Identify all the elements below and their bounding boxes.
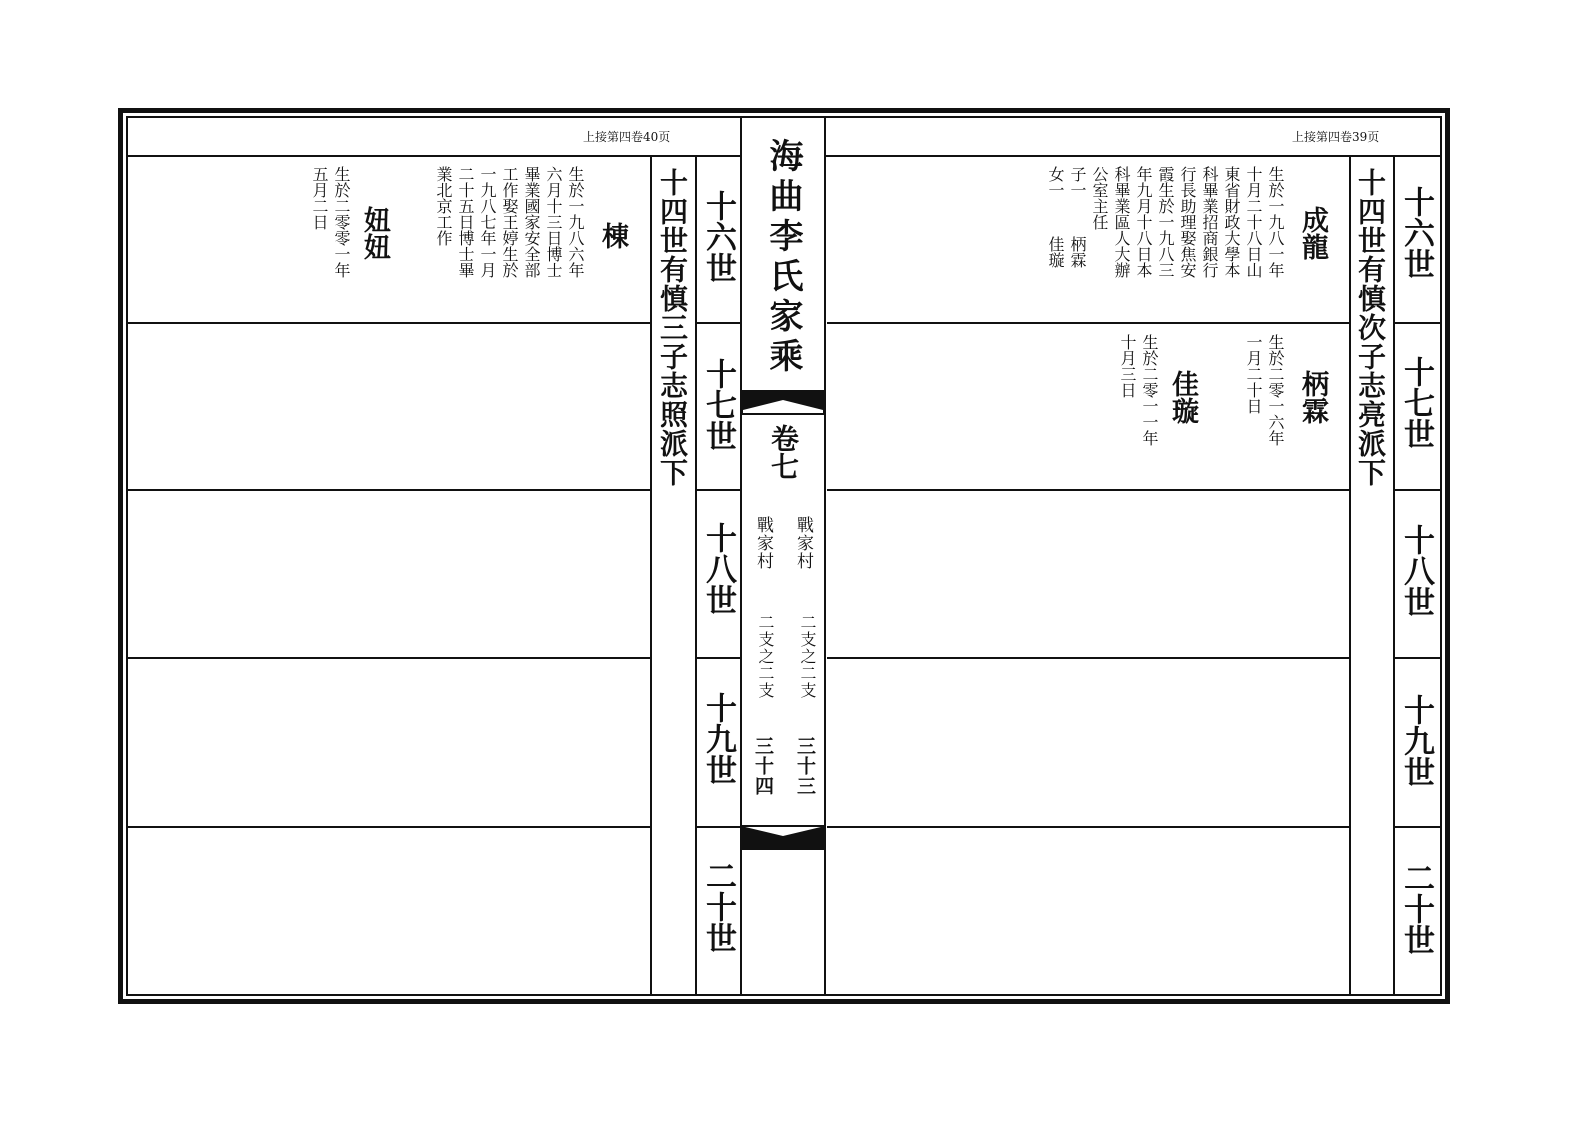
right-gen-16: 十六世 [1398, 186, 1434, 279]
bio-line: 科畢業招商銀行 [1200, 166, 1219, 278]
left-gen-17: 十七世 [700, 358, 736, 451]
page-number-col-1: 三十三 [794, 736, 816, 796]
bio-line: 十月三日 [1118, 334, 1137, 398]
bio-line: 生於二零一六年 [1266, 334, 1285, 446]
left-gen-line-4 [696, 826, 740, 828]
bio-line: 十月二十八日山 [1244, 166, 1263, 278]
bio-line: 六月十三日博士 [544, 166, 563, 278]
bio-line: 畢業國家安全部 [522, 166, 541, 278]
left-gen-divider [695, 156, 697, 994]
bio-line: 霞生於一九八三 [1156, 166, 1175, 278]
bio-line: 一月二十日 [1244, 334, 1263, 414]
right-branch-divider [1349, 156, 1351, 994]
right-gen-line-3 [1394, 657, 1440, 659]
right-gen-20: 二十世 [1398, 862, 1434, 955]
header-divider-right [826, 155, 1440, 157]
person-bio-jiaxuan [1110, 334, 1160, 484]
person-name-chenglong: 成龍 [1297, 206, 1328, 260]
bio-line: 生於二零一一年 [1140, 334, 1159, 446]
bio-line: 業北京工作 [434, 166, 453, 246]
header-divider-left [127, 155, 741, 157]
left-gen-line-3 [696, 657, 740, 659]
bio-line: 一九八七年一月 [478, 166, 497, 278]
village-col-2: 戰家村 [753, 516, 773, 570]
bio-line: 女一 佳璇 [1046, 166, 1065, 268]
bio-line: 年九月十八日本 [1134, 166, 1153, 278]
village-col-1: 戰家村 [793, 516, 813, 570]
right-branch-title: 十四世有慎次子志亮派下 [1354, 168, 1387, 487]
right-row-line-4 [827, 826, 1349, 828]
right-gen-line-4 [1394, 826, 1440, 828]
person-name-binglin: 柄霖 [1297, 370, 1328, 424]
right-gen-line-2 [1394, 489, 1440, 491]
book-title: 海曲李氏家乘 [763, 138, 803, 378]
person-bio-chenglong [1030, 166, 1286, 316]
left-gen-19: 十九世 [700, 692, 736, 785]
person-bio-dong [426, 166, 586, 316]
left-branch-title: 十四世有慎三子志照派下 [656, 168, 689, 487]
bio-line: 行長助理娶焦安 [1178, 166, 1197, 278]
left-row-line-1 [127, 322, 650, 324]
left-row-line-4 [127, 826, 650, 828]
page-ref-left: 上接第四卷40页 [583, 130, 671, 144]
person-name-niuniu: 妞妞 [359, 206, 390, 260]
bio-line: 五月二日 [310, 166, 329, 230]
branch-col-1: 二支之二支 [798, 614, 817, 699]
left-row-line-3 [127, 657, 650, 659]
person-bio-niuniu [302, 166, 352, 316]
page-number-col-2: 三十四 [752, 736, 774, 796]
right-gen-19: 十九世 [1398, 694, 1434, 787]
bio-line: 東省財政大學本 [1222, 166, 1241, 278]
bio-line: 科畢業區人大辦 [1112, 166, 1131, 278]
branch-col-2: 二支之二支 [756, 614, 775, 699]
bio-line: 生於一九八一年 [1266, 166, 1285, 278]
left-gen-line-1 [696, 322, 740, 324]
bio-line: 公室主任 [1090, 166, 1109, 230]
right-row-line-2 [827, 489, 1349, 491]
left-gen-16: 十六世 [700, 190, 736, 283]
left-branch-divider [650, 156, 652, 994]
left-row-line-2 [127, 489, 650, 491]
bio-line: 二十五日博士畢 [456, 166, 475, 278]
right-gen-line-1 [1394, 322, 1440, 324]
bio-line: 工作娶王婷生於 [500, 166, 519, 278]
person-bio-binglin [1236, 334, 1286, 484]
right-row-line-1 [827, 322, 1349, 324]
right-gen-17: 十七世 [1398, 356, 1434, 449]
bio-line: 子一 柄霖 [1068, 166, 1087, 268]
bio-line: 生於一九八六年 [566, 166, 585, 278]
left-gen-18: 十八世 [700, 522, 736, 615]
page-ref-right: 上接第四卷39页 [1292, 130, 1380, 144]
volume-label: 卷七 [767, 424, 800, 480]
person-name-jiaxuan: 佳璇 [1167, 370, 1198, 424]
right-row-line-3 [827, 657, 1349, 659]
left-gen-line-2 [696, 489, 740, 491]
bio-line: 生於二零零一年 [332, 166, 351, 278]
person-name-dong: 棟 [597, 222, 628, 249]
right-gen-divider [1393, 156, 1395, 994]
right-gen-18: 十八世 [1398, 524, 1434, 617]
left-gen-20: 二十世 [700, 860, 736, 953]
